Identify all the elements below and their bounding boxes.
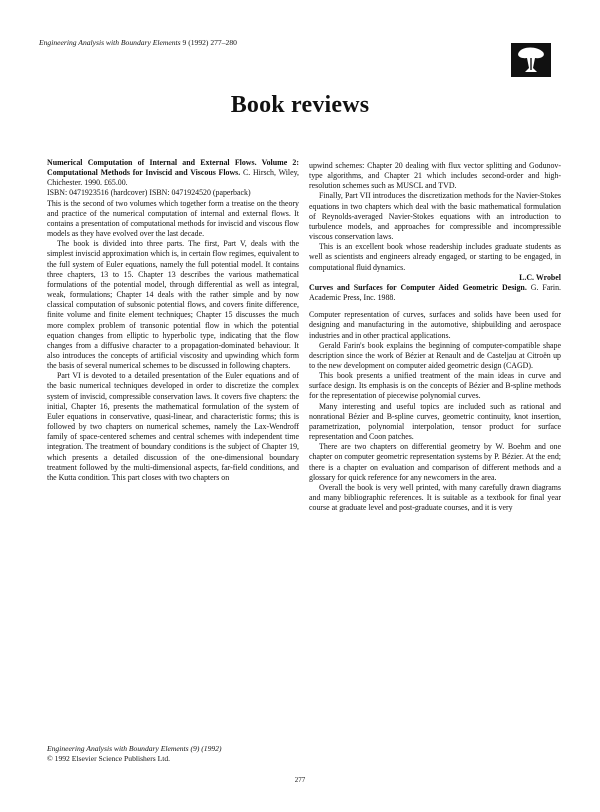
review-1-publication: C. Hirsch, Wiley, Chichester. 1990. £65.00. (47, 168, 299, 188)
review-1-paragraph: Part VI is devoted to a detailed presentation of the Euler equations and of the basic numerical techniques developed in order to discretize the complex system of inviscid, compressible conservation laws. It covers five chapters: the initial, Chapter 16, presents the mathematical formulation of the system of Euler equations in conservative, quasi-linear, and characteristic forms; this is followed by two chapters on numerical schemes, namely the Lax-Wendroff family of space-centered schemes and central schemes with independent time integration. The treatment of boundary conditions is the subject of Chapter 19, which presents a detailed discussion of the one-dimensional boundary treatment followed by the multi-dimensional aspects, far-field conditions, and the Kutta condition. This part closes with two chapters on (47, 371, 299, 482)
review-2-paragraph: Many interesting and useful topics are included such as rational and nonrational Bézier and B-spline curves, geometric continuity, knot insertion, parametrization, polynomial interpolation, tensor product for surface representation and Coon patches. (309, 401, 561, 442)
review-2-paragraph: Overall the book is very well printed, with many carefully drawn diagrams and many bibliographic references. It is suitable as a textbook for final year course at graduate level and post-graduate courses, and it is very (309, 482, 561, 513)
footer-journal-line: Engineering Analysis with Boundary Elements (9) (1992) (47, 744, 222, 753)
footer-copyright: © 1992 Elsevier Science Publishers Ltd. (47, 753, 171, 763)
review-1-reviewer: L.C. Wrobel (519, 272, 561, 282)
journal-footer (47, 744, 222, 763)
left-column (47, 158, 299, 483)
running-head-journal: Engineering Analysis with Boundary Elements (39, 38, 181, 47)
review-2-paragraph: This book presents a unified treatment of the main ideas in curve and surface design. Its emphasis is on the concepts of Bézier and B-spline methods for the representation of piecewise polynomial curves. (309, 371, 561, 401)
review-1-paragraph: upwind schemes: Chapter 20 dealing with flux vector splitting and Godunov-type algorithms, and Chapter 21 which includes second-order and high-resolution schemes such as MUSCL and TVD. (309, 161, 561, 191)
review-1-paragraph: Finally, Part VII introduces the discretization methods for the Navier-Stokes equations in two chapters which deal with the basic mathematical formulation of Reynolds-averaged Navier-Stokes equations with an introduction to turbulence models, and approaches for compressible and incompressible viscous conservation laws. (309, 191, 561, 242)
review-2-paragraph: Gerald Farin's book explains the beginning of computer-compatible shape description since the work of Bézier at Renault and de Casteljau at Citroën up to the new development on computer aided geometric design (CAGD). (309, 340, 561, 370)
review-2-paragraph: Computer representation of curves, surfaces and solids have been used for designing and manufacturing in the automotive, shipbuilding and aerospace industries and in other practical applications. (309, 310, 561, 340)
review-2-publication: G. Farin. Academic Press, Inc. 1988. (309, 282, 561, 303)
review-2-paragraph: There are two chapters on differential geometry by W. Boehm and one chapter on computer geometric representation systems by P. Bézier. At the end; there is a chapter on evaluation and comparison of different methods and a glossary for quick reference for any newcomers in the area. (309, 442, 561, 482)
review-1-title: Numerical Computation of Internal and External Flows. Volume 2: Computational Methods for Inviscid and Viscous Flows. (47, 158, 299, 178)
elsevier-tree-logo-icon (511, 43, 551, 77)
review-2-citation (309, 283, 561, 303)
review-1-isbn: ISBN: 0471923516 (hardcover) ISBN: 0471924520 (paperback) (47, 188, 251, 198)
running-head (39, 38, 237, 47)
page-number: 277 (294, 776, 306, 784)
review-1-citation (47, 158, 299, 188)
right-column (309, 161, 561, 513)
review-1-paragraph: This is an excellent book whose readership includes graduate students as well as scientists and engineers already engaged, or starting to be engaged, in computational fluid dynamics. (309, 242, 561, 272)
review-1-paragraph: The book is divided into three parts. The first, Part V, deals with the simplest inviscid approximation which is, in certain flow regimes, equivalent to the full system of Euler equations, namely the full potential model. It contains three chapters, 13 to 15. Chapter 13 describes the various mathematical formulations of the potential model, through differential as well as integral, weak, formulations; Chapter 14 deals with the rather simple and by now classical computation of subsonic potential flows, and covers finite difference, finite volume and finite element techniques; Chapter 15 discusses the much more complex problem of transonic potential flow in which the potential equation changes from elliptic to hyperbolic type, indicating that the flow changes from a diffusive character to a propagation-dominated behaviour. It also introduces the concepts of artificial viscosity and upwinding which form the basis of several numerical schemes to be discussed in following chapters. (47, 239, 299, 371)
review-1-paragraph: This is the second of two volumes which together form a treatise on the theory and practice of the numerical computation of internal and external flows. It contains a presentation of computational methods for inviscid and viscous flow models as they have evolved over the last decade. (47, 198, 299, 239)
running-head-volume: 9 (1992) 277–280 (182, 38, 237, 47)
page-title: Book reviews (230, 92, 370, 118)
review-2-title: Curves and Surfaces for Computer Aided Geometric Design. (309, 282, 527, 292)
